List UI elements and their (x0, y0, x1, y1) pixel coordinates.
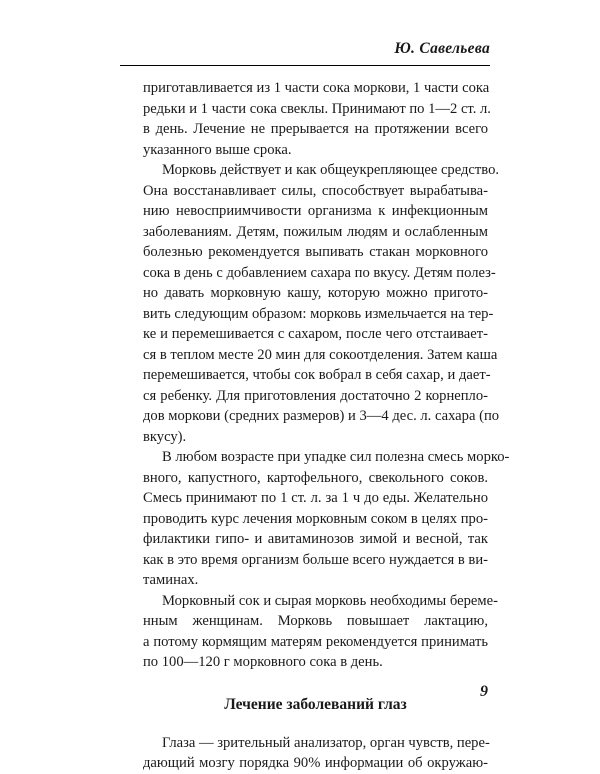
text-line: приготавливается из 1 части сока моркови, 1 части сока (143, 80, 490, 96)
text-line: проводить курс лечения морковным соком в целях про- (143, 510, 488, 527)
text-line: в день. Лечение не прерывается на протяжении всего (143, 121, 488, 137)
text-line: дающий мозгу порядка 90% информации об окружаю- (143, 755, 488, 771)
header-rule (120, 65, 490, 66)
text-line: дов моркови (средних размеров) и 3—4 дес. л. сахара (по (143, 408, 500, 424)
text-line: Глаза — зрительный анализатор, орган чувств, пере- (162, 734, 490, 751)
text-line: нным женщинам. Морковь повышает лактацию, (143, 613, 488, 629)
text-line: таминах. (143, 572, 199, 588)
text-line: вного, капустного, картофельного, свекольного соков. (143, 469, 488, 486)
paragraph (143, 591, 498, 673)
text-line: перемешивается, чтобы сок вобрал в себя сахар, и дает- (143, 367, 491, 383)
paragraph (143, 160, 500, 447)
text-line: сока в день с добавлением сахара по вкусу. Детям полез- (143, 264, 496, 281)
text-line: редьки и 1 части сока свеклы. Принимают по 1—2 ст. л. (143, 100, 491, 117)
paragraph (143, 447, 510, 591)
paragraph (143, 78, 491, 160)
text-line: ся в теплом месте 20 мин для сокоотделения. Затем каша (143, 346, 498, 363)
section-heading: Лечение заболеваний глаз (224, 695, 407, 713)
text-line: как в это время организм больше всего нуждается в ви- (143, 551, 488, 568)
running-head-author: Ю. Савельева (394, 40, 490, 57)
text-line: указанного выше срока. (143, 141, 292, 158)
text-line: Она восстанавливает силы, способствует вырабатыва- (143, 182, 488, 199)
text-line: В любом возрасте при упадке сил полезна смесь морко- (162, 449, 510, 465)
paragraph (143, 733, 488, 774)
text-line: филактики гипо- и авитаминозов зимой и весной, так (143, 531, 488, 547)
text-line: вить следующим образом: морковь измельчается на тер- (143, 305, 494, 322)
text-line: Морковь действует и как общеукрепляющее средство. (162, 162, 500, 178)
text-line: а потому кормящим матерям рекомендуется принимать (143, 633, 488, 650)
text-line: болезнью рекомендуется выпивать стакан морковного (143, 244, 488, 260)
text-line: вкусу). (143, 428, 187, 445)
text-line: Морковный сок и сырая морковь необходимы береме- (162, 592, 498, 609)
text-line: заболеваниям. Детям, пожилым людям и ослабленным (143, 223, 488, 240)
text-line: нию невосприимчивости организма к инфекционным (143, 203, 488, 219)
body-text (143, 78, 510, 774)
page-number: 9 (480, 683, 488, 700)
text-line: Смесь принимают по 1 ст. л. за 1 ч до еды. Желательно (143, 490, 488, 506)
text-line: но давать морковную кашу, которую можно пригото- (143, 285, 488, 301)
text-line: ся ребенку. Для приготовления достаточно 2 корнепло- (143, 387, 488, 404)
text-line: по 100—120 г морковного сока в день. (143, 654, 383, 670)
text-line: ке и перемешивается с сахаром, после чего отстаивает- (143, 326, 488, 342)
